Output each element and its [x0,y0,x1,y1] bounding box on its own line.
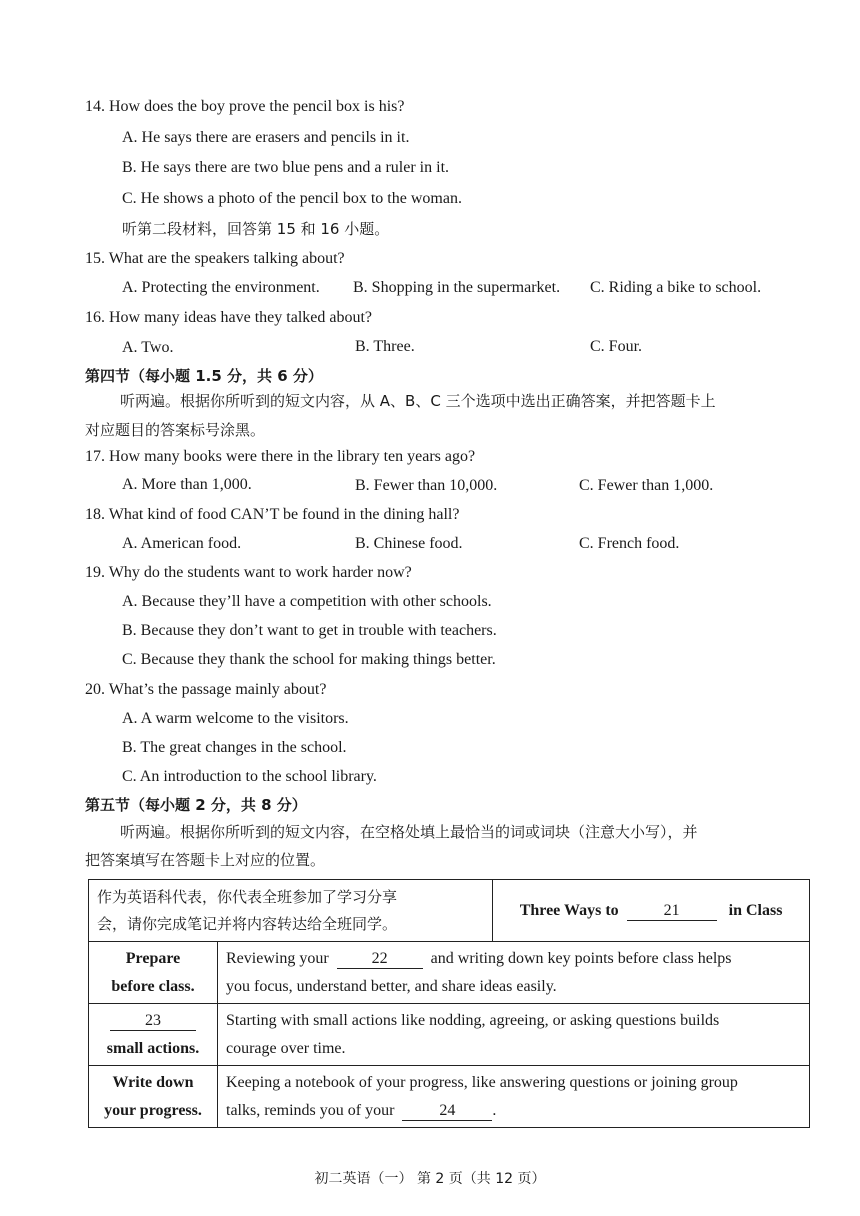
notes-row-small-actions [89,1004,810,1066]
notes-text: you focus, understand better, and share ideas easily. [226,977,557,995]
question-20-option-c: C. An introduction to the school library. [122,768,377,785]
notes-text: Reviewing your [226,949,329,967]
notes-label-line2: small actions. [106,1039,200,1057]
section5-instruction-line2: 把答案填写在答题卡上对应的位置。 [85,851,326,869]
part2-instruction: 听第二段材料，回答第 15 和 16 小题。 [122,220,390,238]
question-17-option-a: A. More than 1,000. [122,476,252,493]
notes-row-content [218,1004,810,1066]
notes-intro-line2: 会，请你完成笔记并将内容转达给全班同学。 [97,914,398,933]
notes-label-line1: Prepare [125,949,181,967]
question-16-stem: 16. How many ideas have they talked about? [85,309,373,326]
notes-row-label [89,942,218,1004]
question-15-option-b: B. Shopping in the supermarket. [353,279,561,296]
notes-text: and writing down key points before class helps [430,949,732,967]
notes-row-write-progress [89,1066,810,1128]
notes-intro-line1: 作为英语科代表，你代表全班参加了学习分享 [97,887,398,906]
question-18-stem: 18. What kind of food CAN’T be found in the dining hall? [85,506,460,523]
notes-label-line2: before class. [111,977,195,995]
notes-label-line2: your progress. [104,1101,202,1119]
blank-21[interactable]: 21 [627,902,717,921]
section4-instruction-line1: 听两遍。根据你所听到的短文内容，从 A、B、C 三个选项中选出正确答案，并把答题卡上 [120,392,716,410]
question-16-option-b: B. Three. [355,338,415,355]
notes-title-cell [493,880,810,942]
question-17-stem: 17. How many books were there in the library ten years ago? [85,448,476,465]
blank-24[interactable]: 24 [402,1102,492,1121]
question-17-option-b: B. Fewer than 10,000. [355,477,498,494]
question-20-option-a: A. A warm welcome to the visitors. [122,710,349,727]
question-16-option-a: A. Two. [122,339,174,356]
section4-heading: 第四节（每小题 1.5 分，共 6 分） [85,367,323,385]
question-16-option-c: C. Four. [590,338,643,355]
notes-row-content [218,942,810,1004]
notes-text: Keeping a notebook of your progress, like answering questions or joining group [226,1073,738,1091]
notes-table [88,879,810,1128]
question-18-option-b: B. Chinese food. [355,535,463,552]
question-14-stem: 14. How does the boy prove the pencil box is his? [85,98,405,115]
question-15-stem: 15. What are the speakers talking about? [85,250,345,267]
notes-row-label [89,1066,218,1128]
notes-row-label [89,1004,218,1066]
notes-row-prepare [89,942,810,1004]
question-18-option-a: A. American food. [122,535,242,552]
section5-heading: 第五节（每小题 2 分，共 8 分） [85,796,307,814]
notes-table-header-row [89,880,810,942]
question-14-option-c: C. He shows a photo of the pencil box to the woman. [122,190,462,207]
notes-title-suffix: in Class [728,901,783,919]
question-18-option-c: C. French food. [579,535,680,552]
notes-text: courage over time. [226,1039,346,1057]
question-15-option-c: C. Riding a bike to school. [590,279,762,296]
notes-text: talks, reminds you of your [226,1101,395,1119]
section5-instruction-line1: 听两遍。根据你所听到的短文内容，在空格处填上最恰当的词或词块（注意大小写），并 [120,823,698,841]
notes-text: Starting with small actions like nodding, agreeing, or asking questions builds [226,1011,720,1029]
question-17-option-c: C. Fewer than 1,000. [579,477,714,494]
question-14-option-b: B. He says there are two blue pens and a ruler in it. [122,159,450,176]
question-19-option-c: C. Because they thank the school for making things better. [122,651,496,668]
blank-23[interactable]: 23 [110,1012,196,1031]
notes-intro-cell [89,880,493,942]
notes-text: . [492,1101,497,1119]
notes-title-prefix: Three Ways to [519,901,619,919]
section4-instruction-line2: 对应题目的答案标号涂黑。 [85,421,266,439]
notes-row-content [218,1066,810,1128]
question-19-option-a: A. Because they’ll have a competition with other schools. [122,593,492,610]
question-19-stem: 19. Why do the students want to work harder now? [85,564,412,581]
question-14-option-a: A. He says there are erasers and pencils in it. [122,129,410,146]
question-19-option-b: B. Because they don’t want to get in trouble with teachers. [122,622,497,639]
question-20-stem: 20. What’s the passage mainly about? [85,681,327,698]
page-footer: 初二英语（一） 第 2 页（共 12 页） [314,1171,546,1187]
question-20-option-b: B. The great changes in the school. [122,739,347,756]
blank-22[interactable]: 22 [337,950,423,969]
notes-label-line1: Write down [112,1073,194,1091]
question-15-option-a: A. Protecting the environment. [122,279,320,296]
